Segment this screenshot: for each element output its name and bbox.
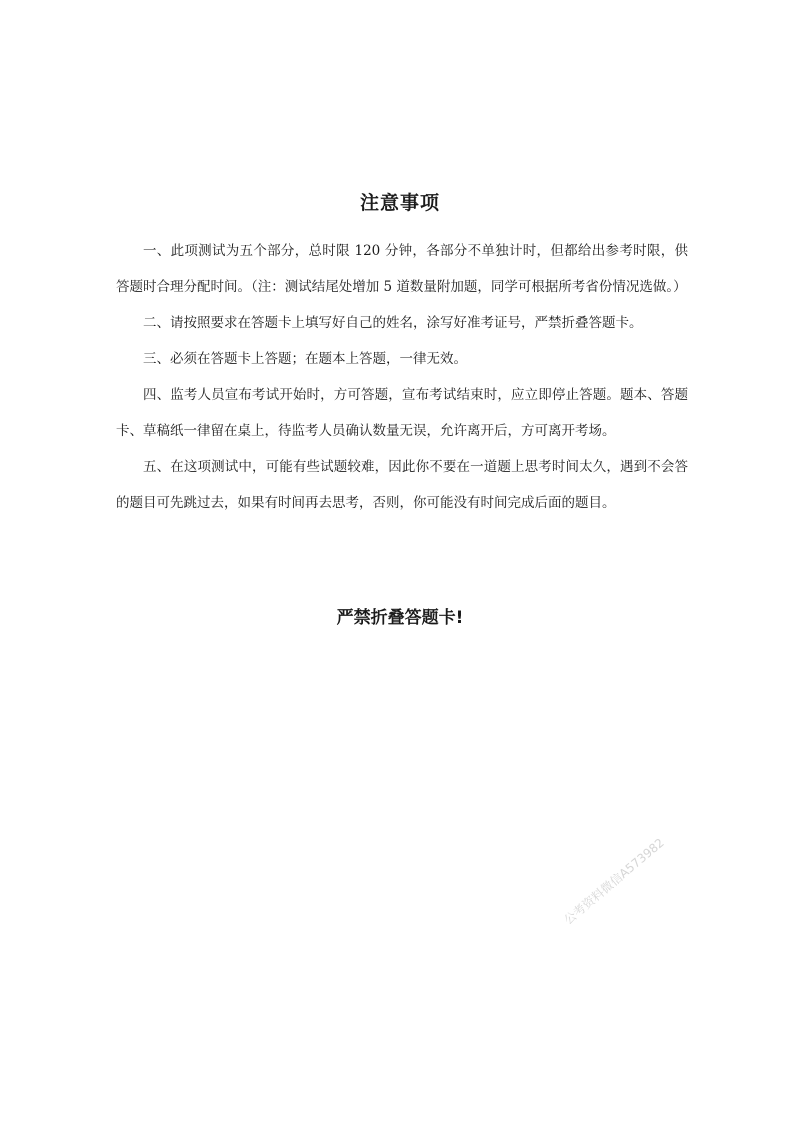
note-item-5: 五、在这项测试中，可能有些试题较难，因此你不要在一道题上思考时间太久，遇到不会答的题目可先跳过去，如果有时间再去思考，否则，你可能没有时间完成后面的题目。 [116,459,688,511]
watermark-text: 公考资料微信A573982 [561,835,667,928]
note-item-2: 二、请按照要求在答题卡上填写好自己的姓名，涂写好准考证号，严禁折叠答题卡。 [143,315,643,331]
warning-text: 严禁折叠答题卡! [336,608,464,628]
notes-list [116,233,688,521]
note-item-4: 四、监考人员宣布考试开始时，方可答题，宣布考试结束时，应立即停止答题。题本、答题卡、草稿纸一律留在桌上，待监考人员确认数量无误，允许离开后，方可离开考场。 [116,387,688,439]
note-item-3: 三、必须在答题卡上答题；在题本上答题，一律无效。 [143,351,467,367]
page-title: 注意事项 [359,192,440,214]
note-item-1: 一、此项测试为五个部分，总时限 120 分钟，各部分不单独计时，但都给出参考时限，供答题时合理分配时间。（注：测试结尾处增加 5 道数量附加题，同学可根据所考省份情况选做。） [116,243,688,295]
